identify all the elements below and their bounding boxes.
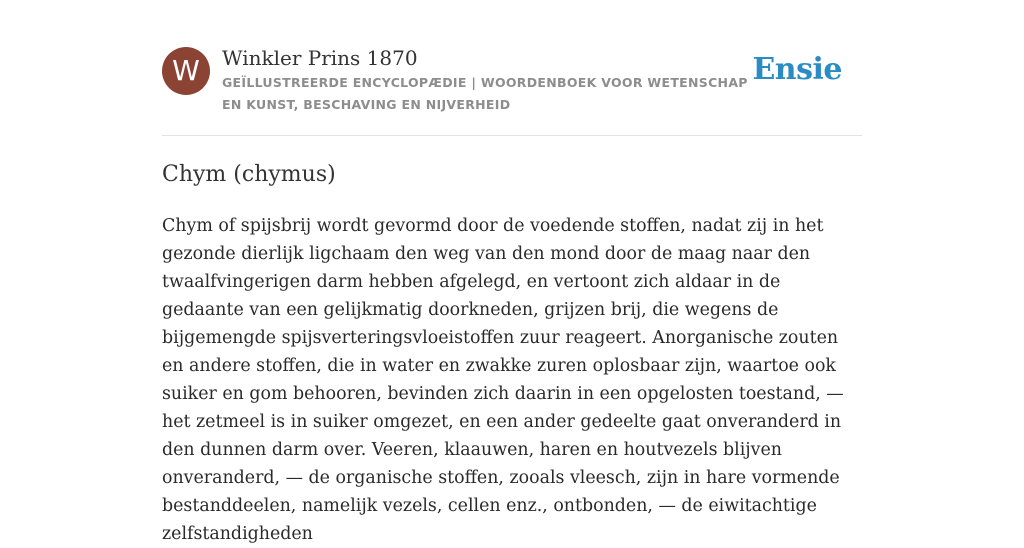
source-title-link[interactable]: Winkler Prins 1870	[222, 46, 418, 70]
article-body: Chym of spijsbrij wordt gevormd door de voedende stoffen, nadat zij in het gezonde dierlijk ligchaam den weg van den mond door de maag naar den twaalfvingerigen darm hebben afgelegd, en vertoont zich aldaar in de gedaante van een gelijkmatig doorkneden, grijzen brij, die wegens de bijgemengde spijsverteringsvloeistoffen zuur reageert. Anorganische zouten en andere stoffen, die in water en zwakke zuren oplosbaar zijn, waartoe ook suiker en gom behooren, bevinden zich daarin in een opgelosten toestand, — het zetmeel is in suiker omgezet, en een ander gedeelte gaat onveranderd in den dunnen darm over. Veeren, klaauwen, haren en houtvezels blijven onveranderd, — de organische stoffen, zooals vleesch, zijn in hare vormende bestanddeelen, namelijk vezels, cellen enz., ontbonden, — de eiwitachtige zelfstandigheden	[162, 216, 844, 544]
source-subtitle: GEÏLLUSTREERDE ENCYCLOPÆDIE | WOORDENBOEK VOOR WETENSCHAP EN KUNST, BESCHAVING EN NIJVERHEID	[222, 75, 748, 112]
article-title: Chym (chymus)	[162, 162, 336, 187]
source-header	[162, 44, 862, 136]
ensie-logo[interactable]: Ensie	[752, 52, 842, 87]
source-avatar[interactable]: W	[162, 47, 210, 95]
